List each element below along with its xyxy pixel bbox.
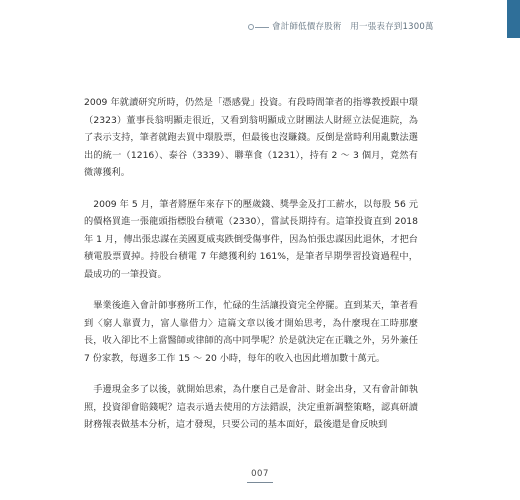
- paragraph: 手邊現金多了以後，就開始思索，為什麼自己是會計、財金出身，又有會計師執照，投資卻會賠錢呢？這表示過去使用的方法錯誤，決定重新調整策略，認真研讀財務報表做基本分析，這才發現，只要公司的基本面好，最後還是會反映到: [84, 384, 418, 430]
- running-header: [248, 22, 520, 36]
- header-circle-ornament: [248, 24, 254, 30]
- body-text: [84, 94, 421, 448]
- page-number-underline: [247, 482, 273, 483]
- paragraph: 畢業後進入會計師事務所工作，忙碌的生活讓投資完全停擺。直到某天，筆者看到〈窮人靠賣力，富人靠借力〉這篇文章以後才開始思考，為什麼現在工時那麼長，收入卻比不上當醫師或律師的高中同學呢？於是就決定在正職之外，另外兼任 7 份家教，每週多工作 15 ～ 20 小時，每年的收入也因此增加數十萬元。: [84, 300, 421, 364]
- running-title: 會計師低價存股術 用一張表存到1300萬: [272, 22, 434, 32]
- chapter-tab-marker: [507, 0, 520, 38]
- page-number: 007: [251, 469, 269, 479]
- header-line-ornament: [255, 27, 269, 28]
- paragraph: 2009 年就讀研究所時，仍然是「憑感覺」投資。有段時間筆者的指導教授跟中環（2323）董事長翁明顯走很近，又看到翁明顯成立財團法人財經立法促進院，為了表示支持，筆者就跑去買中環股票，但最後也沒賺錢。反倒是當時利用亂數法選出的統一（1216）、泰谷（3339）、聯華食（1231），持有 2 ～ 3 個月，竟然有微薄獲利。: [84, 97, 418, 178]
- paragraph: 2009 年 5 月，筆者將歷年來存下的壓歲錢、獎學金及打工薪水，以每股 56 元的價格買進一張龍頭指標股台積電（2330），嘗試長期持有。這筆投資直到 2018 年 1 月，傳出張忠謀在美國夏威夷跌倒受傷事件，因為怕張忠謀因此退休，才把台積電股票賣掉。持股台積電 7 年總獲利約 161%，是筆者早期學習投資過程中，最成功的一筆投資。: [84, 198, 421, 280]
